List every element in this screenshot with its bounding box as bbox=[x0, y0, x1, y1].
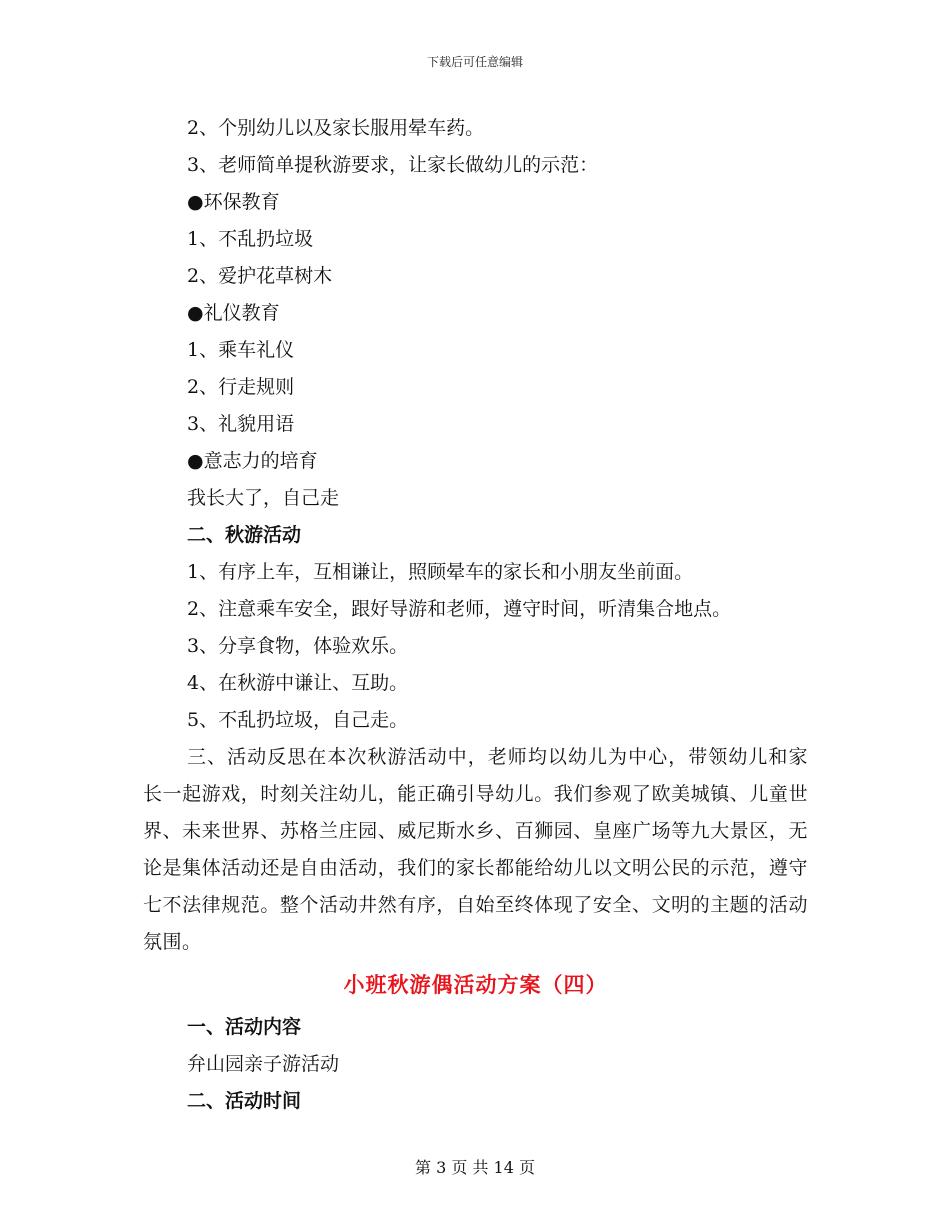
list-item: 2、个别幼儿以及家长服用晕车药。 bbox=[187, 117, 485, 139]
list-item: 1、有序上车，互相谦让，照顾晕车的家长和小朋友坐前面。 bbox=[187, 561, 694, 583]
list-item: 2、爱护花草树木 bbox=[187, 265, 333, 287]
reflection-paragraph: 三、活动反思在本次秋游活动中，老师均以幼儿为中心，带领幼儿和家长一起游戏，时刻关注幼儿，能正确引导幼儿。我们参观了欧美城镇、儿童世界、未来世界、苏格兰庄园、威尼斯水乡、百狮园、皇座广场等九大景区，无论是集体活动还是自由活动，我们的家长都能给幼儿以文明公民的示范，遵守七不法律规范。整个活动井然有序，自始至终体现了安全、文明的主题的活动氛围。 bbox=[143, 746, 808, 953]
bullet-heading: ●环保教育 bbox=[187, 191, 280, 213]
page-footer: 第 3 页 共 14 页 bbox=[415, 1158, 535, 1177]
list-item: 3、老师简单提秋游要求，让家长做幼儿的示范： bbox=[187, 154, 599, 176]
section-heading: 一、活动内容 bbox=[187, 1016, 302, 1038]
list-item: 2、行走规则 bbox=[187, 376, 295, 398]
document-body bbox=[143, 110, 808, 1120]
list-item: 1、乘车礼仪 bbox=[187, 339, 295, 361]
list-item: 4、在秋游中谦让、互助。 bbox=[187, 672, 409, 694]
section-title: 小班秋游偶活动方案（四） bbox=[343, 972, 608, 997]
list-item: 3、分享食物，体验欢乐。 bbox=[187, 635, 409, 657]
section-heading: 二、活动时间 bbox=[187, 1090, 302, 1112]
section-heading: 二、秋游活动 bbox=[187, 524, 302, 546]
list-item: 2、注意乘车安全，跟好导游和老师，遵守时间，听清集合地点。 bbox=[187, 598, 732, 620]
list-item: 我长大了，自己走 bbox=[187, 487, 340, 509]
list-item: 3、礼貌用语 bbox=[187, 413, 295, 435]
bullet-heading: ●意志力的培育 bbox=[187, 450, 318, 472]
page-header: 下载后可任意编辑 bbox=[426, 55, 523, 69]
bullet-heading: ●礼仪教育 bbox=[187, 302, 280, 324]
list-item: 弁山园亲子游活动 bbox=[187, 1053, 340, 1075]
list-item: 5、不乱扔垃圾，自己走。 bbox=[187, 709, 409, 731]
list-item: 1、不乱扔垃圾 bbox=[187, 228, 314, 250]
